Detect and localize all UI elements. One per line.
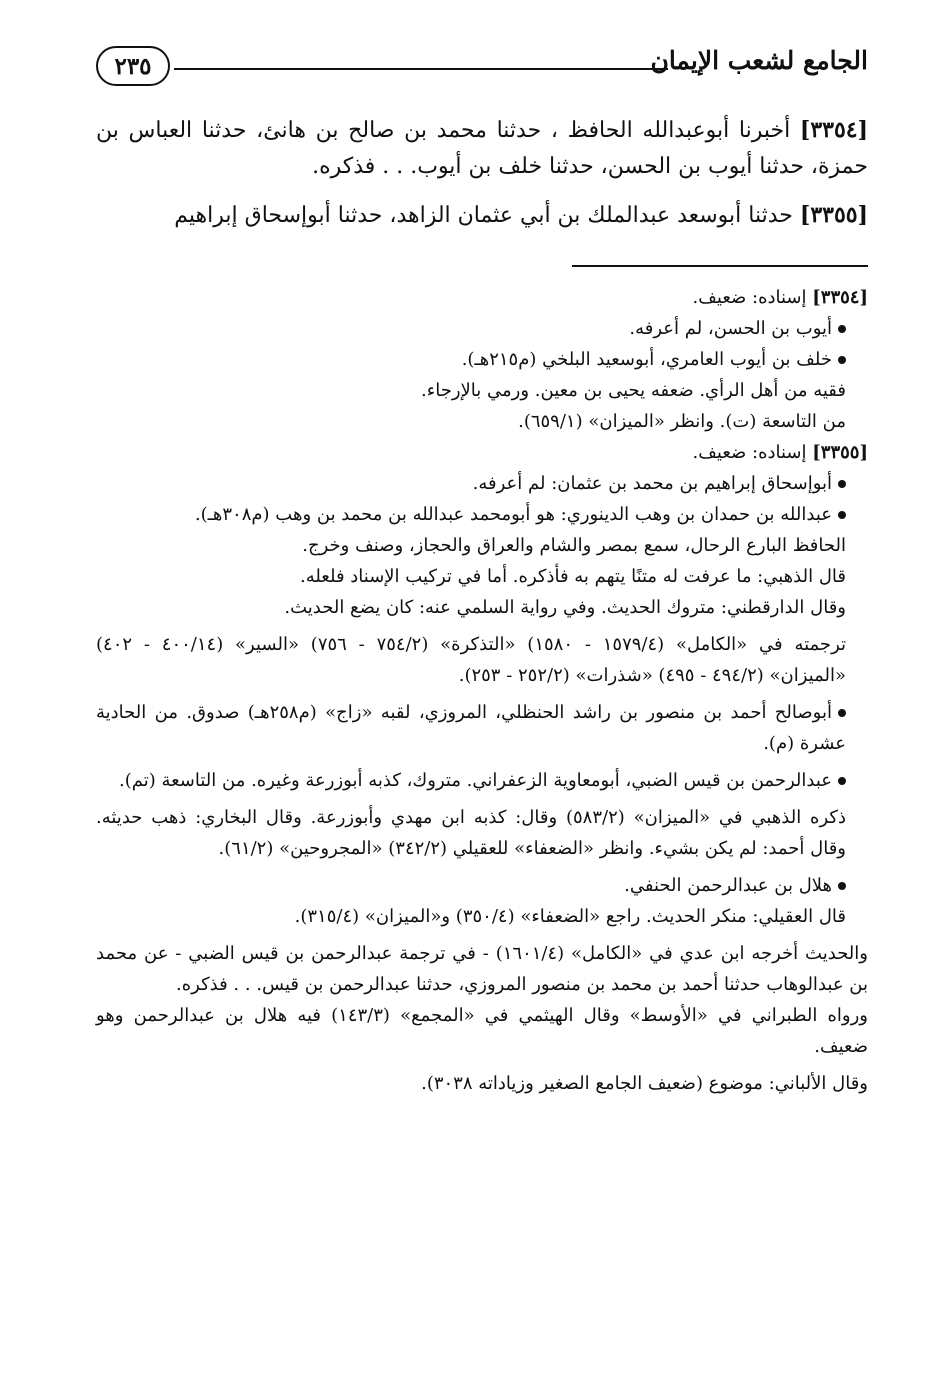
bullet-icon <box>838 325 846 333</box>
note-line: الحافظ البارع الرحال، سمع بمصر والشام والعراق والحجاز، وصنف وخرج. <box>302 535 846 556</box>
bullet-icon <box>838 356 846 364</box>
narrator-item: عبدالله بن حمدان بن وهب الدينوري: هو أبومحمد عبدالله بن محمد بن وهب (م٣٠٨هـ). <box>96 499 868 530</box>
page-header <box>96 38 868 98</box>
main-text <box>96 112 868 246</box>
narrator-item: عبدالرحمن بن قيس الضبي، أبومعاوية الزعفراني. متروك، كذبه أبوزرعة وغيره. من التاسعة (تم). <box>96 765 868 796</box>
note-line: قال الذهبي: ما عرفت له متنًا يتهم به فأذكره. أما في تركيب الإسناد فلعله. <box>299 566 846 587</box>
note-line: من التاسعة (ت). وانظر «الميزان» (٦٥٩/١). <box>518 411 846 432</box>
note-heading-3355 <box>96 437 868 468</box>
hadith-text: حدثنا أبوسعد عبدالملك بن أبي عثمان الزاهد، حدثنا أبوإسحاق إبراهيم <box>174 203 793 228</box>
narrator-item: أبوصالح أحمد بن منصور بن راشد الحنظلي، المروزي، لقبه «زاج» (م٢٥٨هـ) صدوق. من الحادية عشرة (م). <box>96 702 846 754</box>
narrator-item: أيوب بن الحسن، لم أعرفه. <box>96 313 868 344</box>
header-rule <box>174 68 668 70</box>
hadith-3355 <box>96 197 868 234</box>
note-grade: إسناده: ضعيف. <box>692 287 807 308</box>
bullet-icon <box>838 709 846 717</box>
hadith-text: أخبرنا أبوعبدالله الحافظ ، حدثنا محمد بن صالح بن هانئ، حدثنا العباس بن حمزة، حدثنا أيوب بن الحسن، حدثنا خلف بن أيوب. . . فذكره. <box>96 118 868 179</box>
narrator-item: أبوإسحاق إبراهيم بن محمد بن عثمان: لم أعرفه. <box>96 468 868 499</box>
note-line: ترجمته في «الكامل» (١٥٧٩/٤ - ١٥٨٠) «التذكرة» (٧٥٤/٢ - ٧٥٦) «السير» (٤٠٠/١٤ - ٤٠٢) «الميزان» (٤٩٤/٢ - ٤٩٥) «شذرات» (٢٥٢/٢ - ٢٥٣). <box>96 634 847 686</box>
hadith-number: [٣٣٥٥] <box>799 202 868 228</box>
note-line: فقيه من أهل الرأي. ضعفه يحيى بن معين. ورمي بالإرجاء. <box>421 380 846 401</box>
bullet-icon <box>838 480 846 488</box>
hadith-3354 <box>96 112 868 185</box>
note-line: والحديث أخرجه ابن عدي في «الكامل» (١٦٠١/٤) - في ترجمة عبدالرحمن بن قيس الضبي - عن محمد بن عبدالوهاب حدثنا أحمد بن محمد بن منصور المروزي، حدثنا عبدالرحمن بن قيس. . . فذكره. <box>96 943 868 995</box>
note-line: وقال الدارقطني: متروك الحديث. وفي رواية السلمي عنه: كان يضع الحديث. <box>284 597 846 618</box>
note-line: ورواه الطبراني في «الأوسط» وقال الهيثمي في «المجمع» (١٤٣/٣) فيه هلال بن عبدالرحمن وهو ضعيف. <box>96 1005 868 1057</box>
note-line: ذكره الذهبي في «الميزان» (٥٨٣/٢) وقال: كذبه ابن مهدي وأبوزرعة. وقال البخاري: ذهب حديثه. وقال أحمد: لم يكن بشيء. وانظر «الضعفاء» للعقيلي (٣٤٢/٢) «المجروحين» (٦١/٢). <box>96 807 846 859</box>
running-title: الجامع لشعب الإيمان <box>650 46 868 75</box>
bullet-icon <box>838 882 846 890</box>
note-line: قال العقيلي: منكر الحديث. راجع «الضعفاء» (٣٥٠/٤) و«الميزان» (٣١٥/٤). <box>294 906 846 927</box>
hadith-number: [٣٣٥٤] <box>799 117 868 143</box>
note-number: [٣٣٥٥] <box>812 442 868 463</box>
bullet-icon <box>838 777 846 785</box>
footnotes <box>96 282 868 1099</box>
note-number: [٣٣٥٤] <box>812 287 868 308</box>
bullet-icon <box>838 511 846 519</box>
note-heading-3354 <box>96 282 868 313</box>
page-number: ٢٣٥ <box>96 46 170 86</box>
note-line: وقال الألباني: موضوع (ضعيف الجامع الصغير وزياداته ٣٠٣٨). <box>421 1073 868 1094</box>
narrator-item: هلال بن عبدالرحمن الحنفي. <box>96 870 868 901</box>
note-grade: إسناده: ضعيف. <box>692 442 807 463</box>
footnote-rule <box>572 265 868 267</box>
narrator-item: خلف بن أيوب العامري، أبوسعيد البلخي (م٢١٥هـ). <box>96 344 868 375</box>
